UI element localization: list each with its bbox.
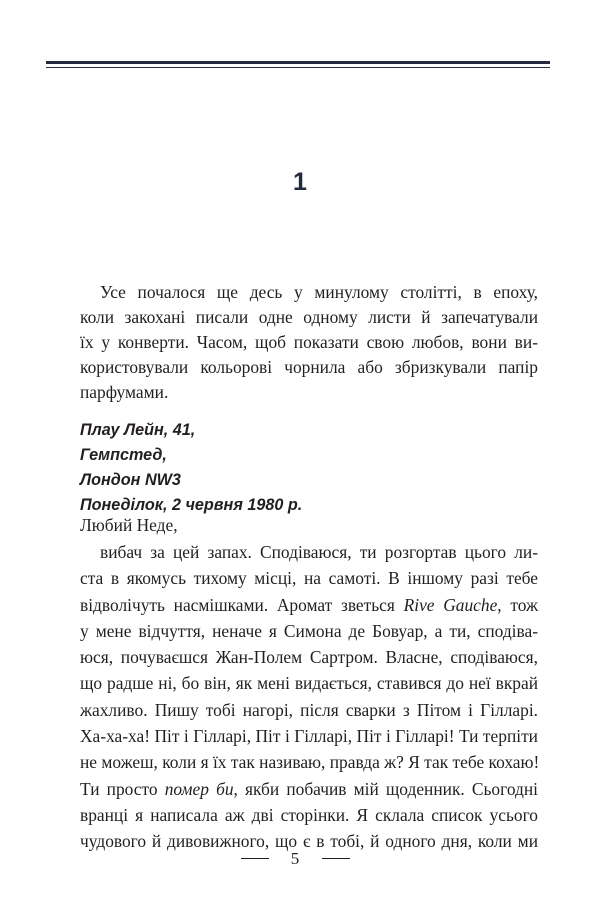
intro-paragraph [80, 280, 538, 405]
header-rule-thin [46, 67, 550, 68]
address-line: Плау Лейн, 41, [80, 421, 196, 439]
letter-line-text: Ти просто [80, 778, 165, 799]
letter-line: що радше ні, бо він, як мені видається, ставився до неї вкрай [80, 673, 538, 694]
letter-line: у мене відчуття, неначе я Симона де Бовуар, а ти, сподіва- [80, 620, 538, 641]
letter-line: вибач за цей запах. Сподіваюся, ти розгортав цього ли- [100, 542, 538, 562]
footer-dash-right [322, 858, 350, 859]
intro-line: Усе почалося ще десь у минулому столітті, в епоху, [100, 282, 538, 302]
italic-phrase: помер би [164, 778, 234, 799]
intro-line: коли закохані писали одне одному листи й запечатували [80, 307, 538, 327]
intro-line: їх у конверти. Часом, щоб показати свою любов, вони ви- [80, 332, 538, 352]
letter-address [80, 418, 480, 518]
footer-dash-left [241, 858, 269, 859]
intro-line: користовували кольорові чорнила або збризкували папір [80, 357, 538, 377]
letter-line: Ха-ха-ха! Піт і Гілларі, Піт і Гілларі, Піт і Гілларі! Ти терпіти [80, 726, 538, 747]
letter-line-text: , тож [497, 594, 538, 615]
address-date: Понеділок, 2 червня 1980 р. [80, 496, 303, 514]
letter-greeting: Любий Неде, [80, 515, 178, 535]
page-number: 5 [290, 849, 300, 868]
letter-line: вранці я написала аж дві сторінки. Я склала список усього [80, 804, 538, 825]
address-line: Лондон NW3 [80, 471, 181, 489]
letter-line: юся, почуваєшся Жан-Полем Сартром. Власне, сподіваюся, [80, 647, 538, 668]
letter-line [80, 776, 538, 802]
letter-line [80, 592, 538, 618]
letter-line: ста в якомусь тихому місці, на самоті. В іншому разі тебе [80, 568, 538, 589]
perfume-name: Rive Gauche [403, 594, 498, 615]
intro-line: парфумами. [80, 382, 169, 402]
address-line: Гемпстед, [80, 446, 167, 464]
letter-line-text: відволічуть насмішками. Аромат зветься [80, 594, 404, 615]
page-footer [0, 847, 600, 871]
chapter-number: 1 [293, 168, 307, 196]
letter-line: не можеш, коли я їх так називаю, правда ж? Я так тебе кохаю! [80, 752, 540, 773]
letter-body [80, 539, 538, 855]
letter-line: чудового й дивовижного, що є в тобі, й одного дня, коли ми [80, 831, 538, 852]
header-rule-thick [46, 61, 550, 64]
letter-line: жахливо. Пишу тобі нагорі, після сварки з Пітом і Гілларі. [80, 699, 538, 720]
letter-line-text: , якби побачив мій щоденник. Сьогодні [233, 778, 539, 799]
